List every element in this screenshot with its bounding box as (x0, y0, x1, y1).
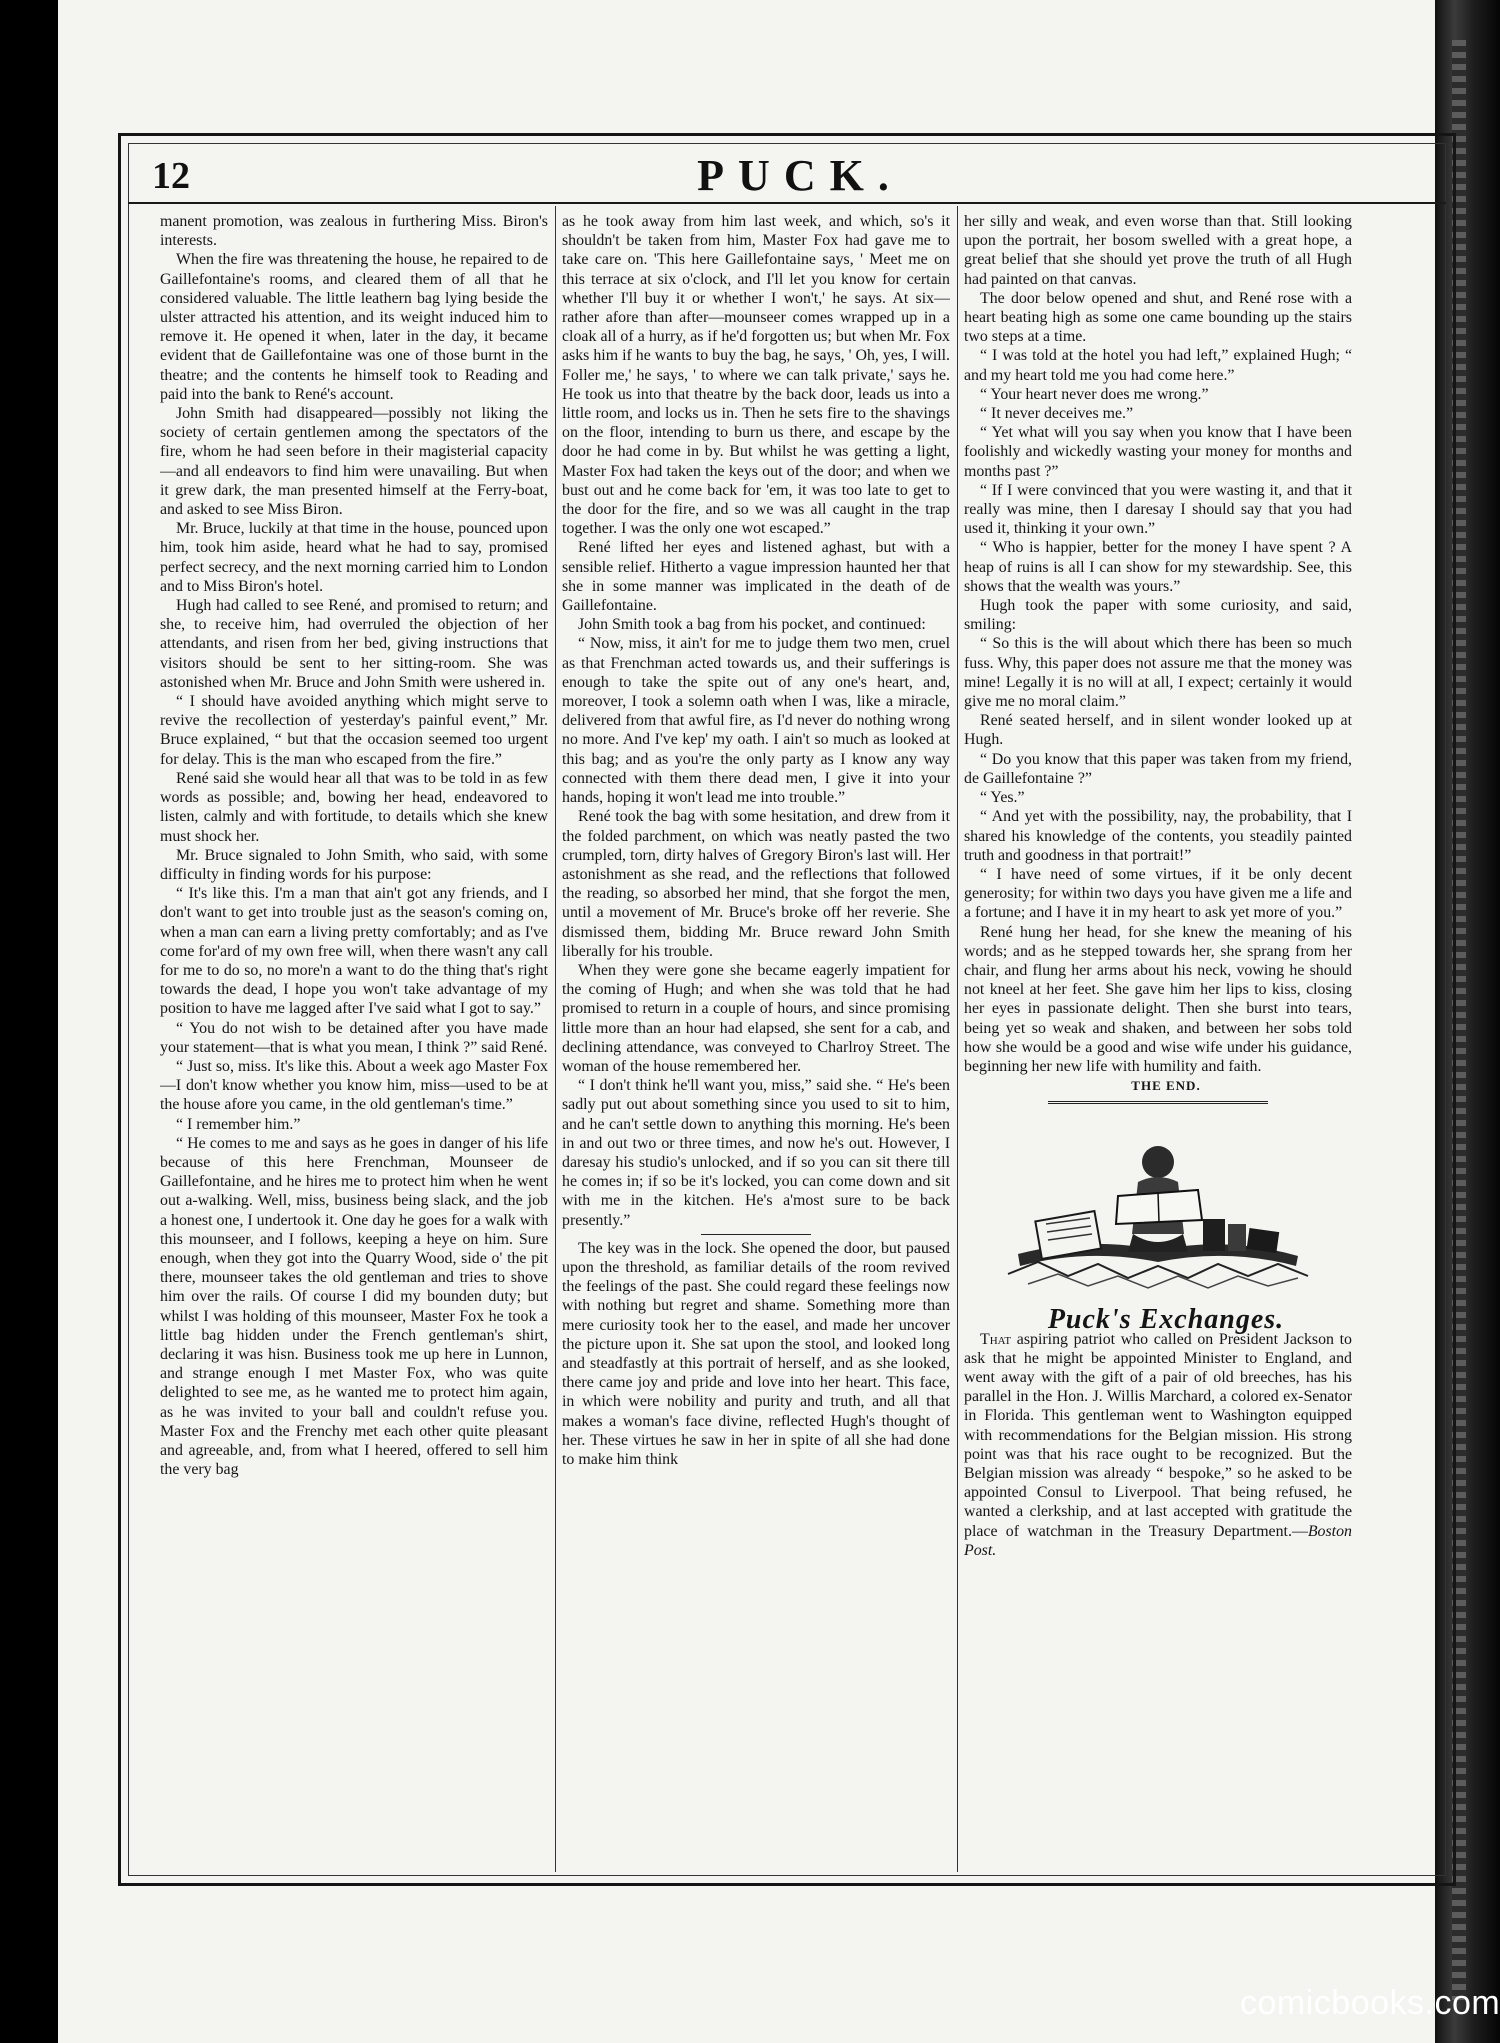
column-divider-1 (555, 206, 556, 1872)
paragraph: When the fire was threatening the house, he repaired to de Gaillefontaine's rooms, and cleared them of all that he considered valuable. The little leathern bag lying beside the ulster attracted his attention, and its weight induced him to remove it. He opened it when, later in the day, it became evident that de Gaillefontaine was one of those burnt in the theatre; and the contents he himself took to Reading and paid into the bank to René's account. (160, 251, 548, 403)
paragraph: “ Yes.” (980, 789, 1025, 807)
paragraph: as he took away from him last week, and which, so's it shouldn't be taken from him, Master Fox had gave me to take care on. 'This here Gaillefontaine says, ' Meet me on this terrace at six o'clock, and I'll let you know for certain whether I'll buy it or whether I won't,' he says. At six—rather afore than after—mounseer comes wrapped up in a cloak all of a hurry, as if he'd forgotten us; but when Mr. Fox asks him if he wants to buy the bag, he says, ' Oh, yes, I will. Foller me,' he says, ' to where we can talk private,' says he. He took us into that theatre by the back door, leads us into a little room, and locks us in. Then he sets fire to the shavings on the floor, intending to burn us there, and escape by the door he had come in by. But whilst he was getting a light, Master Fox had taken the keys out of the door; and when we bust out and he come back for 'em, it was too late to get to the door for the fire, and so we was all caught in the trap together. I was the only one wot escaped.” (562, 213, 950, 538)
paragraph: “ I don't think he'll want you, miss,” said she. “ He's been sadly put out about something since you used to sit to him, and he can't settle down to anything this morning. He's been in and out two or three times, and now he's out. However, I daresay his studio's unlocked, and if so you can sit there till he comes in; if so be it's locked, you can come down and sit with me in the kitchen. He's a'most sure to be back presently.” (562, 1077, 950, 1229)
paragraph: “ I remember him.” (176, 1115, 301, 1133)
paragraph: “ It's like this. I'm a man that ain't got any friends, and I don't want to get into trouble just as the season's coming on, when a man can earn a living pretty comfortably; and as I've come for'ard of my own free will, when there wasn't any call for me to do so, no more'n a want to do the thing that's right towards the dead, I hope you won't take advantage of my position to have me lagged after I've said what I got to say.” (160, 885, 548, 1018)
paragraph: her silly and weak, and even worse than that. Still looking upon the portrait, her bosom swelled with a great hope, a great belief that she should yet prove the truth of all Hugh had painted on that canvas. (964, 213, 1352, 288)
watermark-text: comicbooks.com (1240, 1984, 1500, 2022)
paragraph: “ And yet with the possibility, nay, the probability, that I shared his knowledge of the contents, you steadily painted truth and goodness in that portrait!” (964, 808, 1352, 864)
paragraph: When they were gone she became eagerly impatient for the coming of Hugh; and when she was told that he had promised to return in a couple of hours, and since promising little more than an hour had elapsed, she sent for a cab, and declining attendance, was conveyed to Charlroy Street. The woman of the house remembered her. (562, 961, 950, 1075)
paragraph: René took the bag with some hesitation, and drew from it the folded parchment, on which was neatly pasted the two crumpled, torn, dirty halves of Gregory Biron's last will. Her astonishment as she read, and the reflections that followed the reading, so absorbed her mind, that she forgot the men, until a movement of Mr. Bruce's broke off her reverie. She dismissed them, bidding Mr. Bruce reward John Smith liberally for his trouble. (562, 808, 950, 960)
paragraph: Mr. Bruce, luckily at that time in the house, pounced upon him, took him aside, heard what he had to say, promised perfect secrecy, and the next morning carried him to London and to Miss Biron's hotel. (160, 520, 548, 595)
paragraph: manent promotion, was zealous in furthering Miss. Biron's interests. (160, 213, 548, 250)
paragraph: “ I have need of some virtues, if it be only decent generosity; for within two days you have given me a life and a fortune; and I have it in my heart to ask yet more of you.” (964, 865, 1352, 922)
paragraph: “ Yet what will you say when you know that I have been foolishly and wickedly wasting your money for months and months past ?” (964, 424, 1352, 480)
paragraph: “ He comes to me and says as he goes in danger of his life because of this here Frenchman, Mounseer de Gaillefontaine, and he hires me to protect him when he went out a-walking. Well, miss, business being slack, and the job a honest one, I undertook it. One day he goes for a walk with this mounseer, and I follows, keeping a heye on him. Sure enough, when they got into the Quarry Wood, side o' the pit there, mounseer takes the old gentleman and tries to shove him over the rails. Of course I did my bounden duty; but whilst I was holding of this mounseer, Master Fox he took a little bag hidden under the French gentleman's shirt, declaring it was hisn. Business took me up here in Lunnon, and strange enough I met Master Fox, who was quite delighted to see me, as he wanted me to protect him again, as he was invited to your ball and couldn't refuse you. Master Fox and the Frenchy met each other quite pleasant and agreeable, and, from what I heered, offered to sell him the very bag (160, 1134, 548, 1479)
paragraph: “ Do you know that this paper was taken from my friend, de Gaillefontaine ?” (964, 750, 1352, 787)
page-number: 12 (152, 155, 190, 197)
exchanges-lead-word: That (980, 1330, 1012, 1348)
paragraph: René hung her head, for she knew the meaning of his words; and as he stepped towards her, she sprang from her chair, and flung her arms about his neck, vowing he should not kneel at her feet. She gave him her lips to kiss, closing her eyes in passionate delight. Then she burst into tears, being yet so weak and shaken, and between her sobs told how she would be a good and wise wife under his guidance, beginning her new life with humility and faith. (964, 923, 1352, 1075)
paragraph: “ Your heart never does me wrong.” (980, 385, 1209, 403)
paragraph: René seated herself, and in silent wonder looked up at Hugh. (964, 712, 1352, 749)
masthead-title: PUCK. (697, 151, 903, 200)
paragraph: René said she would hear all that was to be told in as few words as possible; and, bowing her head, endeavored to listen, calmly and with fortitude, to details which she knew must shock her. (160, 769, 548, 845)
paragraph: John Smith had disappeared—possibly not liking the society of certain gentlemen among the spectators of the fire, whom he had seen before in their magisterial capacity—and all endeavors to find him were unavailing. But when it grew dark, the man presented himself at the Ferry-boat, and asked to see Miss Biron. (160, 405, 548, 519)
paragraph: “ I should have avoided anything which might serve to revive the recollection of yesterday's painful event,” Mr. Bruce explained, “ but that the occasion seemed too urgent for delay. This is the man who escaped from the fire.” (160, 693, 548, 768)
paragraph: The key was in the lock. She opened the door, but paused upon the threshold, as familiar details of the room revived the feelings of the past. She could regard these feelings now with nothing but regret and shame. Something more than mere curiosity took her to the easel, and made her uncover the picture upon it. She sat upon the stool, and looked long and steadfastly at this portrait of herself, and as she looked, there came joy and pride and love into her heart. This face, in which were nobility and purity and truth, and all that makes a woman's face divine, reflected Hugh's thought of her. These virtues he saw in her in spite of all she had done to make him think (562, 1239, 950, 1468)
paragraph: Hugh took the paper with some curiosity, and said, smiling: (964, 597, 1352, 634)
column-divider-2 (957, 206, 958, 1872)
text-column-2 (562, 212, 950, 1867)
exchanges-heading: Puck's Exchanges. (1047, 1304, 1285, 1336)
paragraph: John Smith took a bag from his pocket, and continued: (578, 616, 926, 634)
text-column-3 (964, 212, 1352, 1867)
text-column-1 (160, 212, 548, 1867)
end-rule (1048, 1101, 1268, 1106)
paragraph: Mr. Bruce signaled to John Smith, who said, with some difficulty in finding words for his purpose: (160, 846, 548, 883)
paragraph: “ I was told at the hotel you had left,” explained Hugh; “ and my heart told me you had come here.” (964, 347, 1352, 384)
paragraph: René lifted her eyes and listened aghast, but with a sensible relief. Hitherto a vague impression haunted her that she in some manner was implicated in the death of de Gaillefontaine. (562, 539, 950, 615)
header-rule (128, 202, 1446, 204)
exchanges-source: Boston Post. (964, 1522, 1352, 1559)
section-break-rule (701, 1234, 811, 1235)
paragraph: “ Who is happier, better for the money I have spent ? A heap of ruins is all I can show for my stewardship. See, this shows that the wealth was yours.” (964, 539, 1352, 595)
paragraph: “ It never deceives me.” (980, 405, 1134, 423)
the-end-label: THE END. (1131, 1078, 1201, 1094)
paragraph: “ You do not wish to be detained after you have made your statement—that is what you mean, I think ?” said René. (160, 1019, 548, 1056)
paragraph: The door below opened and shut, and René rose with a heart beating high as some one came bounding up the stairs two steps at a time. (964, 289, 1352, 346)
exchanges-paragraph (964, 1330, 1352, 1560)
paragraph: “ Just so, miss. It's like this. About a week ago Master Fox—I don't know whether you know him, miss—used to be at the house afore you came, in the old gentleman's time.” (160, 1057, 548, 1114)
paragraph: “ Now, miss, it ain't for me to judge them two men, cruel as that Frenchman acted towards us, and their sufferings is enough to take the spite out of any one's heart, and, moreover, I took a solemn oath when I was, like a miracle, delivered from that awful fire, as I'd never do nothing wrong no more. And I've kep' my oath. I ain't so much as looked at this bag; and as you're the only party as I know any way connected with them there dead men, I give it into your hands, hoping it won't lead me into trouble.” (562, 635, 950, 807)
paragraph: “ If I were convinced that you were wasting it, and that it really was mine, then I daresay I should say that you had used it, thinking it your own.” (964, 481, 1352, 538)
paragraph: “ So this is the will about which there has been so much fuss. Why, this paper does not assure me that the money was mine! Legally it is no will at all, I expect; certainly it would give me no moral claim.” (964, 635, 1352, 711)
exchanges-body: aspiring patriot who called on President Jackson to ask that he might be appointed Minister to England, and went away with the gift of a pair of old breeches, has his parallel in the Hon. J. Willis Marchard, a colored ex-Senator in Florida. This gentleman went to Washington equipped with recommendations for the Belgian mission. His strong point was that his race ought to be recognized. But the Belgian mission was already “ bespoke,” so he asked to be appointed Consul to Liverpool. That being refused, he wanted a clerkship, and at last accepted with gratitude the place of watchman in the Treasury Department.— (964, 1330, 1352, 1540)
cherub-reading-vignette (998, 1124, 1318, 1304)
paragraph: Hugh had called to see René, and promised to return; and she, to receive him, had overruled the objection of her attendants, and risen from her bed, giving instructions that visitors should be sent to her sitting-room. She was astonished when Mr. Bruce and John Smith were ushered in. (160, 597, 548, 691)
